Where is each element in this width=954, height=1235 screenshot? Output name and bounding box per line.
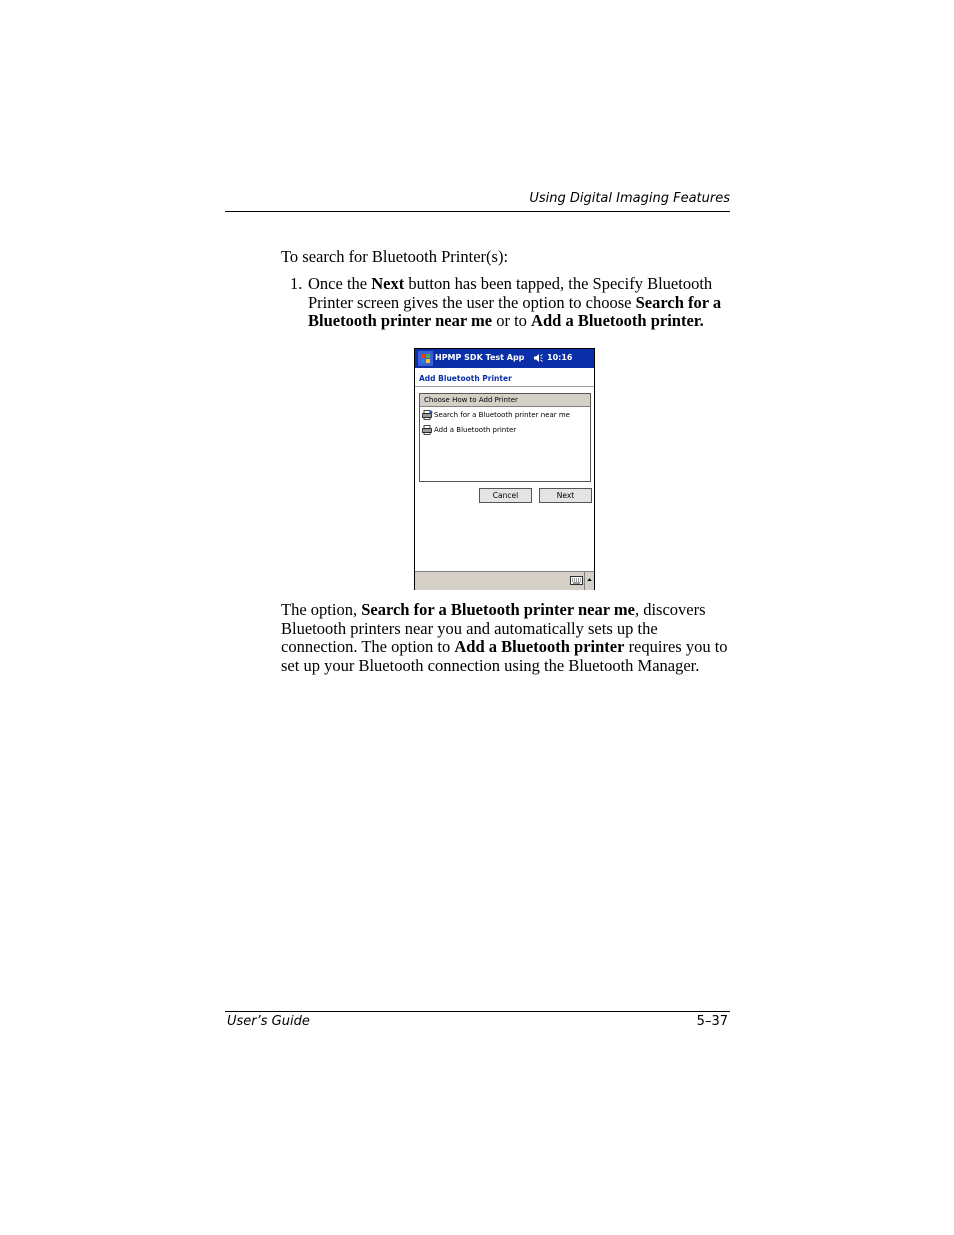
list-item-label: Add a Bluetooth printer [434,426,517,434]
footer-rule [225,1011,730,1012]
windows-start-icon[interactable] [418,351,433,366]
device-screenshot [414,348,595,590]
add-option-term: Add a Bluetooth printer. [531,311,704,330]
explanation-paragraph: The option, Search for a Bluetooth printer near me, discovers Bluetooth printers near you and automatically sets up the connection. The option to Add a Bluetooth printer requires you to set up your Bluetooth connection using the Bluetooth Manager. [281,600,728,675]
page-number: 5–37 [696,1014,728,1029]
search-option-term: Search for a Bluetooth printer near me [361,600,635,619]
next-term: Next [371,274,405,293]
search-option-term: Search for a Bluetooth printer near me [308,292,722,330]
footer-guide-title: User’s Guide [227,1014,310,1029]
next-button[interactable]: Next [539,488,592,503]
list-item-label: Search for a Bluetooth printer near me [434,411,570,419]
add-method-list [419,393,591,482]
cancel-button[interactable]: Cancel [479,488,532,503]
clock[interactable]: 10:16 [547,353,573,362]
list-header[interactable]: Choose How to Add Printer [420,394,590,407]
screen-title: Add Bluetooth Printer [419,374,512,383]
intro-text: To search for Bluetooth Printer(s): [281,247,509,266]
screen-title-rule [415,386,594,387]
printer-add-icon [422,425,433,435]
keyboard-icon[interactable] [570,576,583,585]
add-option-term: Add a Bluetooth printer [454,637,625,656]
step-number: 1. [290,274,303,293]
title-bar [415,349,594,368]
app-title: HPMP SDK Test App [435,353,525,362]
input-menu-arrow-icon[interactable] [584,572,594,590]
header-rule [225,211,730,212]
running-header: Using Digital Imaging Features [529,191,730,206]
speaker-icon[interactable] [533,353,543,363]
step-text: Once the Next button has been tapped, the Specify Bluetooth Printer screen gives the user the option to choose Search for a Bluetooth printer near me or to Add a Bluetooth printer. [308,274,722,330]
input-taskbar [415,571,594,590]
printer-search-icon [422,410,433,420]
